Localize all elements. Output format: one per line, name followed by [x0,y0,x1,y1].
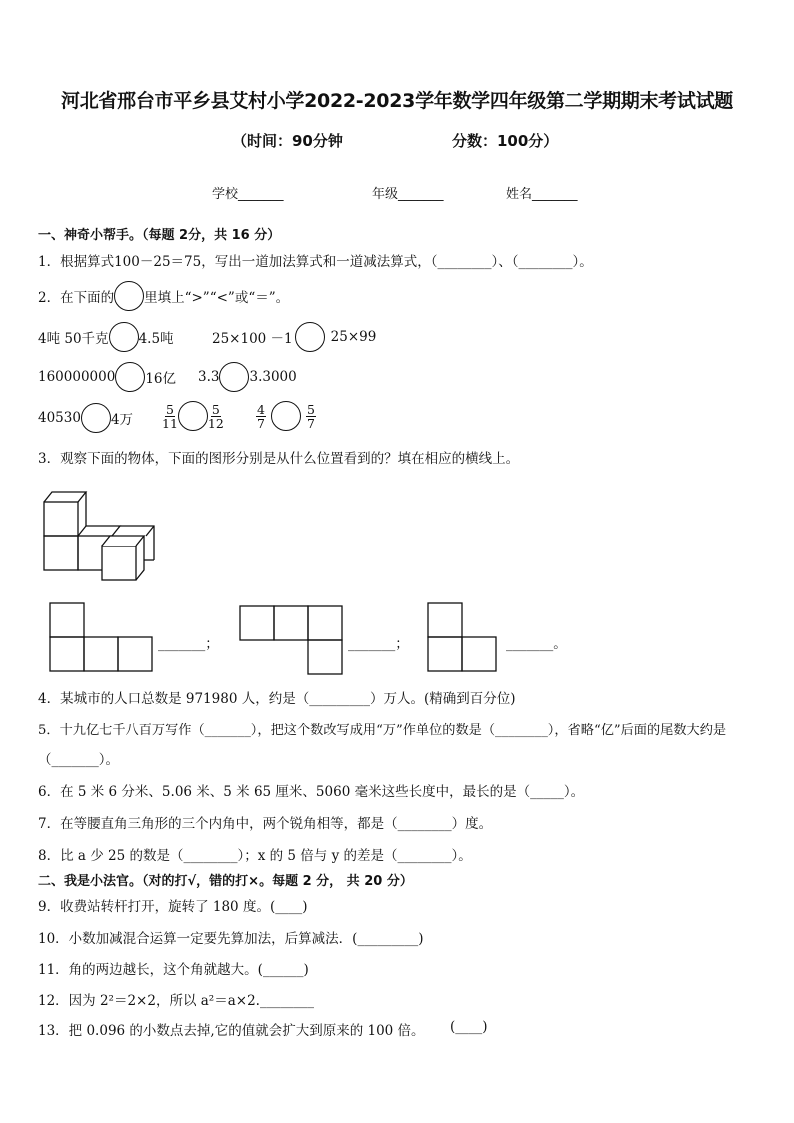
question-7: 7．在等腰直角三角形的三个内角中，两个锐角相等，都是（________）度。 [38,816,493,832]
exam-score: 分数：100分） [452,132,559,150]
answer-circle[interactable] [81,403,111,433]
question-13-answer[interactable]: (____) [450,1019,488,1035]
exam-time: （时间：90分钟 [232,132,343,150]
view-answer-1[interactable]: _______； [158,636,219,652]
question-12: 12．因为 2²＝2×2，所以 a²＝a×2.________ [38,993,314,1009]
grade-field[interactable]: 年级_______ [372,187,444,202]
view-figure-2 [238,604,344,676]
compare-item [256,401,316,431]
cube-solid-figure [40,488,162,584]
fraction: $\frac{4}{7}$ [257,401,265,431]
question-8: 8．比 a 少 25 的数是（________）；x 的 5 倍与 y 的差是（________）。 [38,848,472,864]
question-2-suffix: 里填上“>”“<”或“＝”。 [144,290,290,306]
compare-left: 25×100 －1 [212,331,293,347]
compare-item [212,322,376,352]
answer-circle[interactable] [295,322,325,352]
view-figure-3 [426,601,498,673]
compare-item [198,362,297,392]
answer-circle[interactable] [109,322,139,352]
question-2 [38,281,289,311]
section-heading-2: 二、我是小法官。（对的打√，错的打×。每题 2 分， 共 20 分） [38,874,413,889]
compare-item [38,362,176,392]
section-heading-1: 一、神奇小帮手。（每题 2分，共 16 分） [38,228,281,243]
fraction: $\frac{5}{12}$ [207,401,224,431]
fraction: $\frac{5}{7}$ [306,401,315,431]
compare-left: 160000000 [38,369,116,385]
compare-right: 4万 [110,412,134,428]
view-figure-1 [48,601,154,673]
question-4: 4．某城市的人口总数是 971980 人，约是（_________）万人。(精确到百分位) [38,691,516,707]
view-answer-2[interactable]: _______； [348,636,409,652]
question-6: 6．在 5 米 6 分米、5.06 米、5 米 65 厘米、5060 毫米这些长度中，最长的是（_____）。 [38,784,585,800]
name-field[interactable]: 姓名_______ [506,187,578,202]
compare-left: 40530 [38,410,81,426]
answer-circle[interactable] [271,401,301,431]
question-2-prefix: 2．在下面的 [38,290,115,306]
question-11: 11．角的两边越长，这个角就越大。(______) [38,962,309,978]
compare-item [38,403,133,433]
answer-circle[interactable] [115,362,145,392]
answer-circle [114,281,144,311]
view-answer-3[interactable]: _______。 [506,636,567,652]
question-3: 3．观察下面的物体，下面的图形分别是从什么位置看到的？填在相应的横线上。 [38,451,520,467]
compare-right: 25×99 [330,329,377,345]
fraction: $\frac{5}{11}$ [162,401,178,431]
question-5: 5．十九亿七千八百万写作（_______），把这个数改写成用“万”作单位的数是（________），省略“亿”后面的尾数大约是 [38,723,727,738]
compare-left: 4吨 50千克 [38,331,109,347]
compare-right: 3.3000 [249,369,297,385]
answer-circle[interactable] [219,362,249,392]
compare-right: 4.5吨 [138,331,174,347]
question-5-continued: （_______）。 [38,752,119,768]
question-9: 9．收费站转杆打开，旋转了 180 度。(____) [38,899,308,915]
compare-left: 3.3 [198,369,220,385]
school-field[interactable]: 学校_______ [212,187,284,202]
compare-item [162,401,224,431]
question-1: 1．根据算式100－25＝75，写出一道加法算式和一道减法算式，（________）、（________）。 [38,254,593,270]
page-title: 河北省邢台市平乡县艾村小学2022-2023学年数学四年级第二学期期末考试试题 [61,90,733,112]
compare-right: 16亿 [145,371,176,387]
answer-circle[interactable] [178,401,208,431]
question-13: 13．把 0.096 的小数点去掉,它的值就会扩大到原来的 100 倍。 [38,1023,425,1039]
question-10: 10．小数加减混合运算一定要先算加法，后算减法．(_________) [38,931,424,947]
compare-item [38,322,174,352]
